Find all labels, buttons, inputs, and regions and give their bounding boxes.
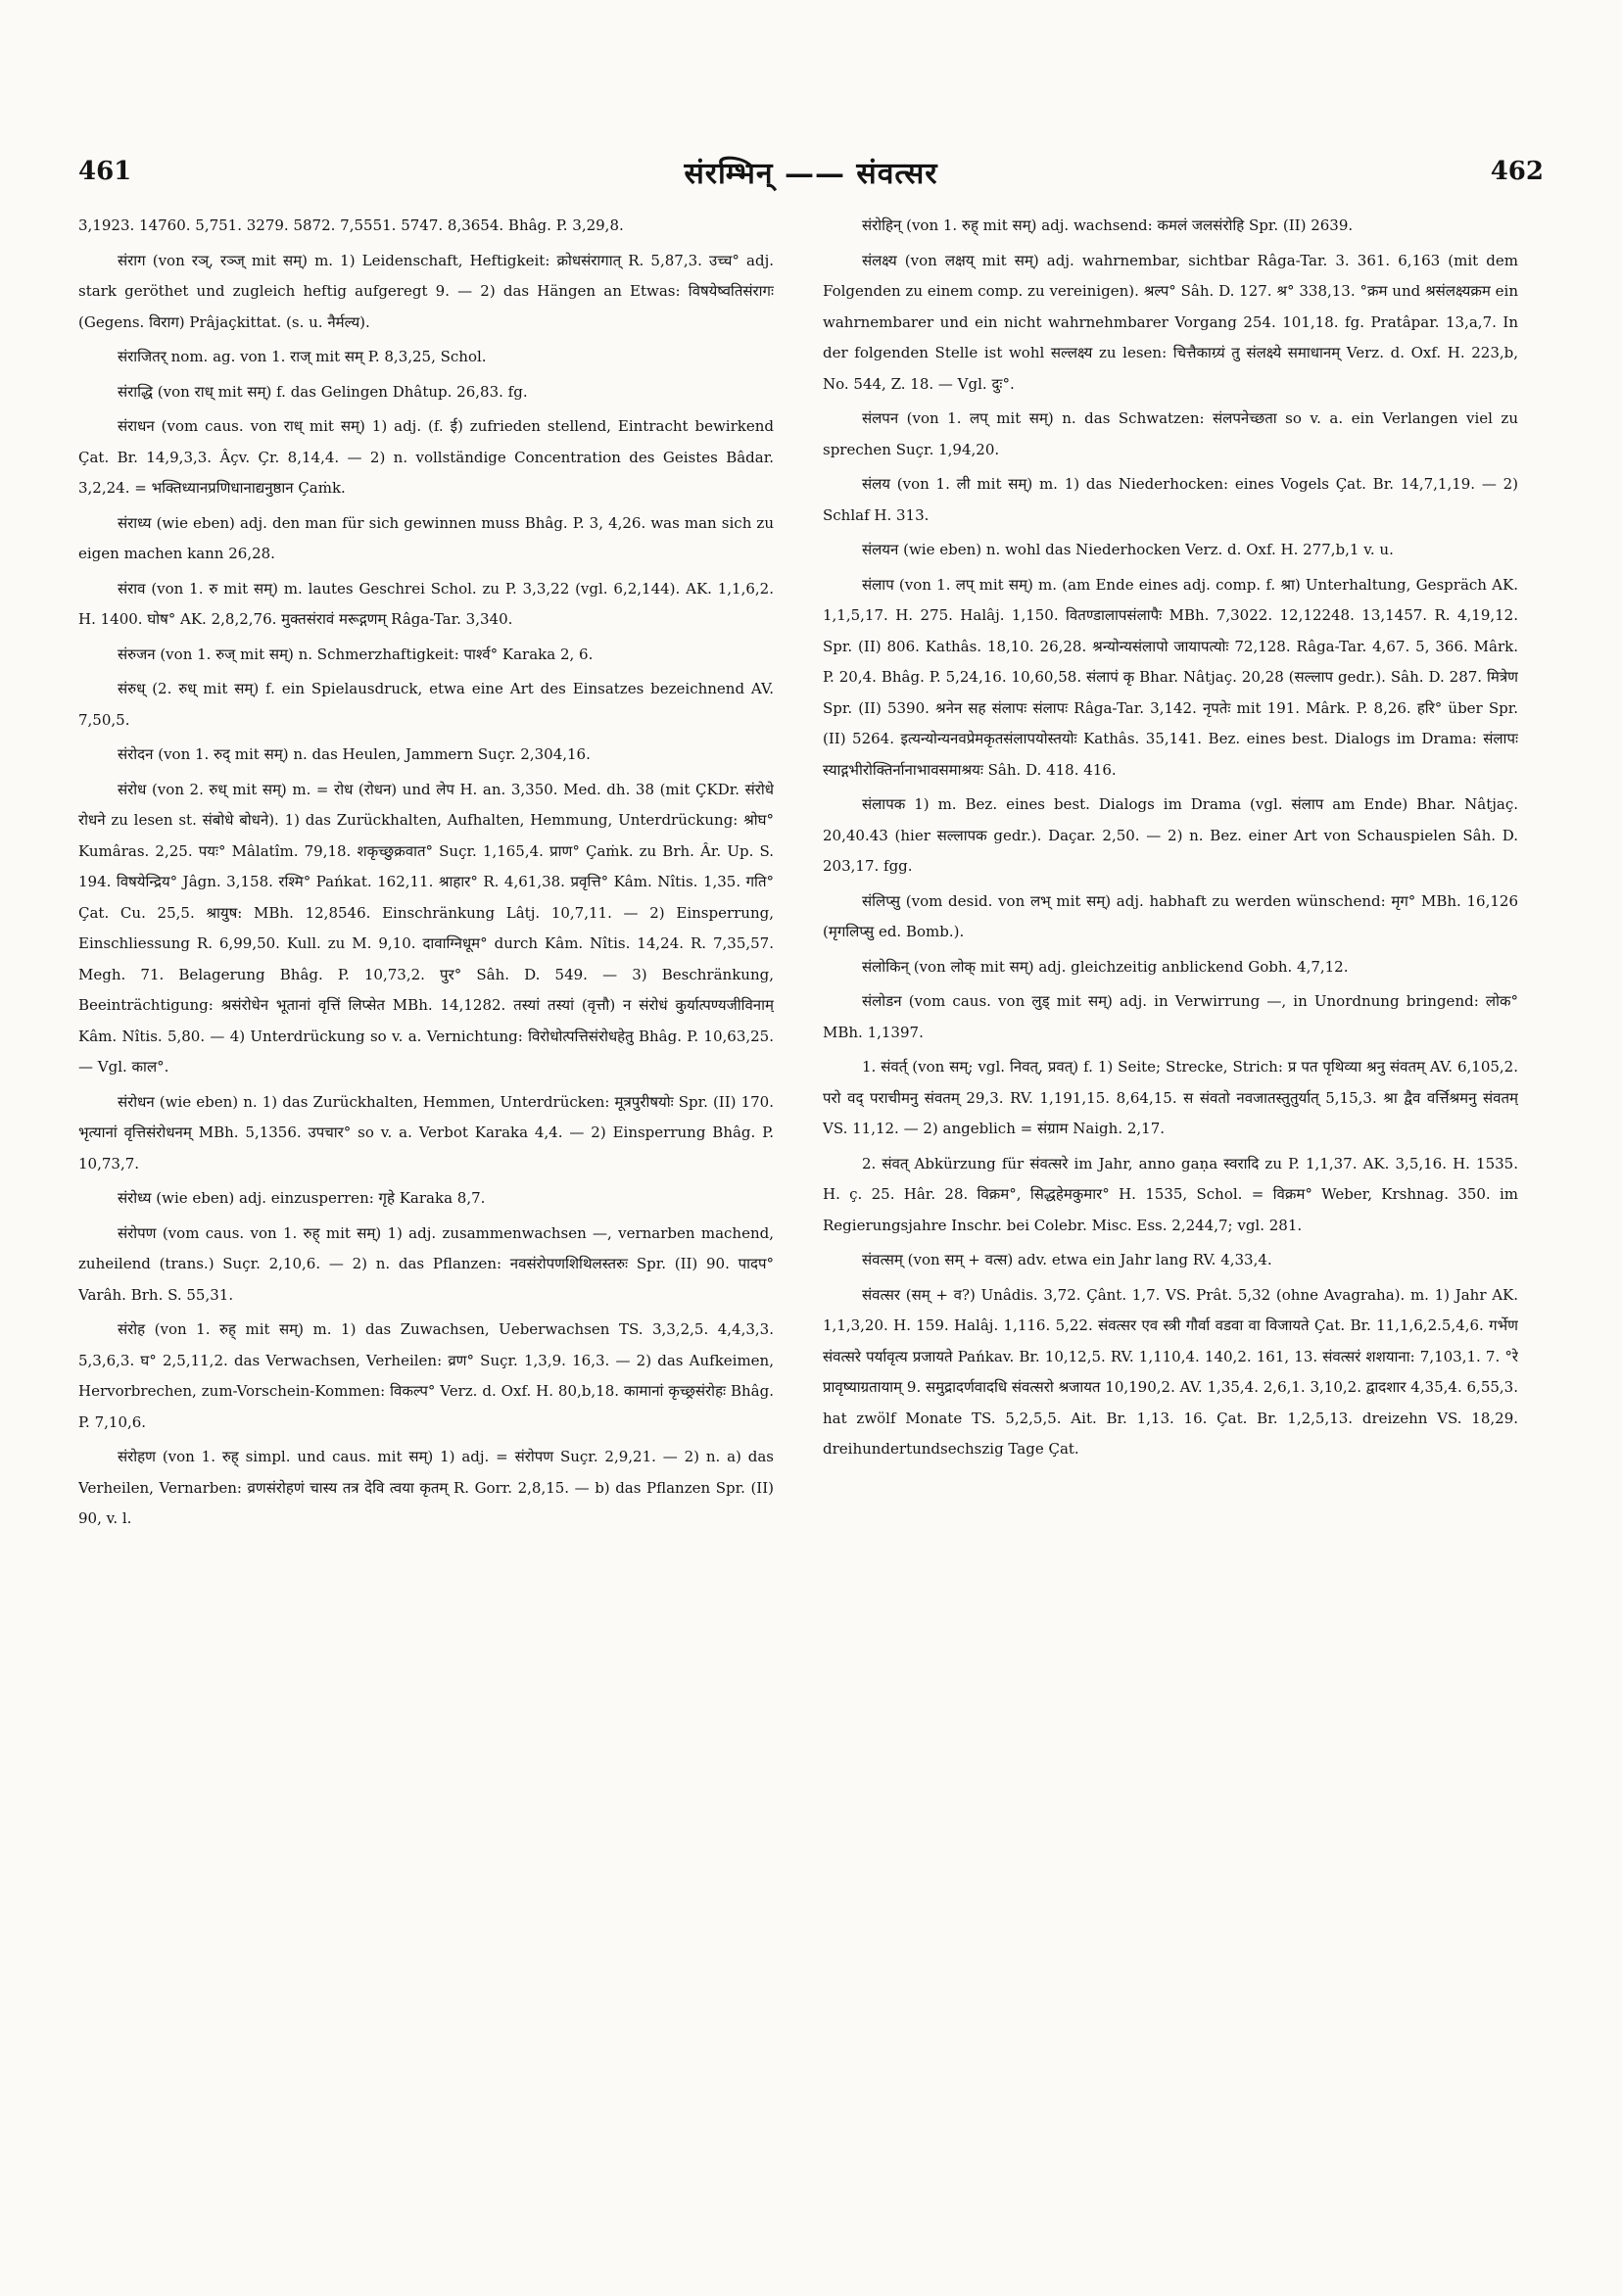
entry-samrohana: संरोहण (von 1. रुह् simpl. und caus. mit सम्) 1) adj. = संरोपण Suçr. 2,9,21. — 2) n. a) das Verheilen, Vernarben: व्रणसंरोहणं चास्य तत्र देवि त्वया कृतम् R. Gorr. 2,8,15. — b) das Pflanzen Spr. (II) 90, v. l. <box>78 1448 774 1527</box>
entry-samroha: संरोह (von 1. रुह् mit सम्) m. 1) das Zuwachsen, Ueberwachsen TS. 3,3,2,5. 4,4,3,3. 5,3,6,3. घ° 2,5,11,2. das Verwachsen, Verheilen: व्रण° Suçr. 1,3,9. 16,3. — 2) das Aufkeimen, Hervorbrechen, zum-Vorschein-Kommen: विकल्प° Verz. d. Oxf. H. 80,b,18. कामानां कृच्छ्रसंरोहः Bhâg. P. 7,10,6. <box>78 1320 774 1431</box>
entry-samraddhi: संराद्धि (von राध् mit सम्) f. das Gelingen Dhâtup. 26,83. fg. <box>118 382 528 401</box>
entry-samrodhya: संरोध्य (wie eben) adj. einzusperren: गृहे Karaka 8,7. <box>118 1189 486 1207</box>
entry-samradhya: संराध्य (wie eben) adj. den man für sich gewinnen muss Bhâg. P. 3, 4,26. was man sich zu eigen machen kann 26,28. <box>78 513 774 562</box>
entry-samrohin: संरोहिन् (von 1. रुह् mit सम्) adj. wachsend: कमलं जलसंरोहि Spr. (II) 2639. <box>862 216 1354 234</box>
entry-samrava: संराव (von 1. रु mit सम्) m. lautes Geschrei Schol. zu P. 3,3,22 (vgl. 6,2,144). AK. 1,1,6,2. H. 1400. घोष° AK. 2,8,2,76. मुक्तसंरावं मरूद्गणम् Râga-Tar. 3,340. <box>78 579 774 628</box>
entry-samvatsara: संवत्सर (सम् + व?) Unâdis. 3,72. Çânt. 1,7. VS. Prât. 5,32 (ohne Avagraha). m. 1) Jahr AK. 1,1,3,20. H. 159. Halâj. 1,116. 5,22. संवत्सर एव स्त्री गौर्वा वडवा वा विजायते Çat. Br. 11,1,6,2.5,4,6. गर्भेण संवत्सरे पर्यावृत्य प्रजायते Pańkav. Br. 10,12,5. RV. 1,110,4. 140,2. 161, 13. संवत्सरं शशयाना: 7,103,1. 7. °रे प्रावृष्याग्रतायाम् 9. समुद्रादर्णवादधि संवत्सरो श्रजायत 10,190,2. AV. 1,35,4. 2,6,1. 3,10,2. द्वादशार 4,35,4. 6,55,3. hat zwölf Monate TS. 5,2,5,5. Ait. Br. 1,13. 16. Çat. Br. 1,2,5,13. dreizehn VS. 18,29. dreihundertundsechszig Tage Çat. <box>823 1285 1518 1458</box>
entry-samlokin: संलोकिन् (von लोक् mit सम्) adj. gleichzeitig anblickend Gobh. 4,7,12. <box>862 957 1349 976</box>
entry-continuation: 3,1923. 14760. 5,751. 3279. 5872. 7,5551. 5747. 8,3654. Bhâg. P. 3,29,8. <box>78 216 624 234</box>
entry-samradhana: संराधन (vom caus. von राध् mit सम्) 1) adj. (f. ई) zufrieden stellend, Eintracht bewirkend Çat. Br. 14,9,3,3. Âçv. Çr. 8,14,4. — 2) n. vollständige Concentration des Geistes Bâdar. 3,2,24. = भक्तिध्यानप्रणिधानाद्यनुष्ठान Çaṁk. <box>78 417 774 497</box>
entry-samrudh: संरुध् (2. रुध् mit सम्) f. ein Spielausdruck, etwa eine Art des Einsatzes bezeichnend AV. 7,50,5. <box>78 680 774 729</box>
entry-samlayana: संलयन (wie eben) n. wohl das Niederhocken Verz. d. Oxf. H. 277,b,1 v. u. <box>862 541 1394 558</box>
entry-samvatsam: संवत्सम् (von सम् + वत्स) adv. etwa ein Jahr lang RV. 4,33,4. <box>862 1251 1272 1268</box>
page-number-left: 461 <box>78 157 132 186</box>
entry-samrodha: संरोध (von 2. रुध् mit सम्) m. = रोध (रोधन) und लेप H. an. 3,350. Med. dh. 38 (mit ÇKDr. संरोधे रोधने zu lesen st. संबोधे बोधने). 1) das Zurückhalten, Aufhalten, Hemmung, Unterdrückung: श्रोघ° Kumâras. 2,25. पयः° Mâlatîm. 79,18. शकृच्छुक्रवात° Suçr. 1,165,4. प्राण° Çaṁk. zu Brh. Âr. Up. S. 194. विषयेन्द्रिय° Jâgn. 3,158. रश्मि° Pańkat. 162,11. श्राहार° R. 4,61,38. प्रवृत्ति° Kâm. Nîtis. 1,35. गति° Çat. Cu. 25,5. श्रायुष: MBh. 12,8546. Einschränkung Lâtj. 10,7,11. — 2) Einsperrung, Einschliessung R. 6,99,50. Kull. zu M. 9,10. दावाग्निधूम° durch Kâm. Nîtis. 14,24. R. 7,35,57. Megh. 71. Belagerung Bhâg. P. 10,73,2. पुर° Sâh. D. 549. — 3) Beschränkung, Beeinträchtigung: श्रसंरोधेन भूतानां वृत्तिं लिप्सेत MBh. 14,1282. तस्यां तस्यां (वृत्तौ) न संरोधं कुर्यात्पण्यजीविनाम् Kâm. Nîtis. 5,80. — 4) Unterdrückung so v. a. Vernichtung: विरोधोत्पत्तिसंरोधहेतु Bhâg. P. 10,63,25. — Vgl. काल°. <box>78 780 774 1076</box>
right-column <box>823 211 1518 2258</box>
entry-samlapaka: संलापक 1) m. Bez. eines best. Dialogs im Drama (vgl. संलाप am Ende) Bhar. Nâtjaç. 20,40.43 (hier सल्लापक gedr.). Daçar. 2,50. — 2) n. Bez. einer Art von Schauspielen Sâh. D. 203,17. fgg. <box>823 795 1518 875</box>
left-column <box>78 211 774 2258</box>
entry-samropana: संरोपण (vom caus. von 1. रुह् mit सम्) 1) adj. zusammenwachsen —, vernarben machend, zuheilend (trans.) Suçr. 2,10,6. — 2) n. das Pflanzen: नवसंरोपणशिथिलस्तरुः Spr. (II) 90. पादप° Varâh. Brh. S. 55,31. <box>78 1223 774 1304</box>
page-header <box>78 147 1544 196</box>
entry-samrodana: संरोदन (von 1. रुद् mit सम्) n. das Heulen, Jammern Suçr. 2,304,16. <box>118 745 591 763</box>
entry-samlaya: संलय (von 1. ली mit सम्) m. 1) das Niederhocken: eines Vogels Çat. Br. 14,7,1,19. — 2) Schlaf H. 313. <box>823 475 1518 524</box>
running-headword: संरम्भिन् —— संवत्सर <box>684 156 938 191</box>
entry-samlakshya: संलक्ष्य (von लक्षय् mit सम्) adj. wahrnembar, sichtbar Râga-Tar. 3. 361. 6,163 (mit dem Folgenden zu einem comp. zu vereinigen). श्रल्प° Sâh. D. 127. श्र° 338,13. °क्रम und श्रसंलक्ष्यक्रम ein wahrnembarer und ein nicht wahrnehmbarer Vorgang 254. 101,18. fg. Pratâpar. 13,a,7. In der folgenden Stelle ist wohl सल्लक्ष्य zu lesen: चित्तैकाग्र्यं तु संलक्ष्ये समाधानम् Verz. d. Oxf. H. 223,b, No. 544, Z. 18. — Vgl. दुः°. <box>823 251 1518 393</box>
entry-samrodhana: संरोधन (wie eben) n. 1) das Zurückhalten, Hemmen, Unterdrücken: मूत्रपुरीषयोः Spr. (II) 170. भृत्यानां वृत्तिसंरोधनम् MBh. 5,1356. उपचार° so v. a. Verbot Karaka 4,4. — 2) Einsperrung Bhâg. P. 10,73,7. <box>78 1092 774 1172</box>
entry-samraga: संराग (von रञ्, रञ्ज् mit सम्) m. 1) Leidenschaft, Heftigkeit: क्रोधसंरागात् R. 5,87,3. उच्च° adj. stark geröthet und zugleich heftig aufgeregt 9. — 2) das Hängen an Etwas: विषयेष्वतिसंरागः (Gegens. विराग) Prâjaçkittat. (s. u. नैर्मल्य). <box>78 251 774 331</box>
entry-samvat-2: 2. संवत् Abkürzung für संवत्सरे im Jahr, anno gaṇa स्वरादि zu P. 1,1,37. AK. 3,5,16. H. 1535. H. ç. 25. Hâr. 28. विक्रम°, सिद्धहेमकुमार° H. 1535, Schol. = विक्रम° Weber, Krshnag. 350. im Regierungsjahre Inschr. bei Colebr. Misc. Ess. 2,244,7; vgl. 281. <box>823 1154 1518 1234</box>
entry-samlapana: संलपन (von 1. लप् mit सम्) n. das Schwatzen: संलपनेच्छता so v. a. ein Verlangen viel zu sprechen Suçr. 1,94,20. <box>823 409 1518 458</box>
page-number-right: 462 <box>1490 157 1544 186</box>
entry-samrujana: संरुजन (von 1. रुज् mit सम्) n. Schmerzhaftigkeit: पार्श्व° Karaka 2, 6. <box>118 645 594 663</box>
entry-samrajitar: संराजितर् nom. ag. von 1. राज् mit सम् P. 8,3,25, Schol. <box>118 348 487 365</box>
entry-samvat-1: 1. संवर्त् (von सम्; vgl. निवत्, प्रवत्) f. 1) Seite; Strecke, Strich: प्र पत पृथिव्या श्रनु संवतम् AV. 6,105,2. परो वद् पराचीमनु संवतम् 29,3. RV. 1,191,15. 8,64,15. स संवतो नवजातस्तुतुर्यात् 5,15,3. श्रा द्वैव वर्त्तिश्रमनु संवतम् VS. 11,12. — 2) angeblich = संग्राम Naigh. 2,17. <box>823 1058 1518 1137</box>
entry-samlodana: संलोडन (vom caus. von लुड् mit सम्) adj. in Verwirrung —, in Unordnung bringend: लोक° MBh. 1,1397. <box>823 992 1518 1041</box>
entry-samlipsu: संलिप्सु (vom desid. von लभ् mit सम्) adj. habhaft zu werden wünschend: मृग° MBh. 16,126 (मृगलिप्सु ed. Bomb.). <box>823 891 1518 940</box>
entry-samlapa: संलाप (von 1. लप् mit सम्) m. (am Ende eines adj. comp. f. श्रा) Unterhaltung, Gespräch AK. 1,1,5,17. H. 275. Halâj. 1,150. वितण्डालापसंलापैः MBh. 7,3022. 12,12248. 13,1457. R. 4,19,12. Spr. (II) 806. Kathâs. 18,10. 26,28. श्रन्योन्यसंलापो जायापत्योः 72,128. Râga-Tar. 4,67. 5, 366. Mârk. P. 20,4. Bhâg. P. 5,24,16. 10,60,58. संलापं कृ Bhar. Nâtjaç. 20,28 (सल्लाप gedr.). Sâh. D. 287. मित्रेण Spr. (II) 5390. श्रनेन सह संलापः संलापः Râga-Tar. 3,142. नृपतेः mit 191. Mârk. P. 8,26. हरि° über Spr. (II) 5264. इत्यन्योन्यनवप्रेमकृतसंलापयोस्तयोः Kathâs. 35,141. Bez. eines best. Dialogs im Drama: संलापः स्याद्गभीरोक्तिर्नानाभावसमाश्रयः Sâh. D. 418. 416. <box>823 575 1518 779</box>
